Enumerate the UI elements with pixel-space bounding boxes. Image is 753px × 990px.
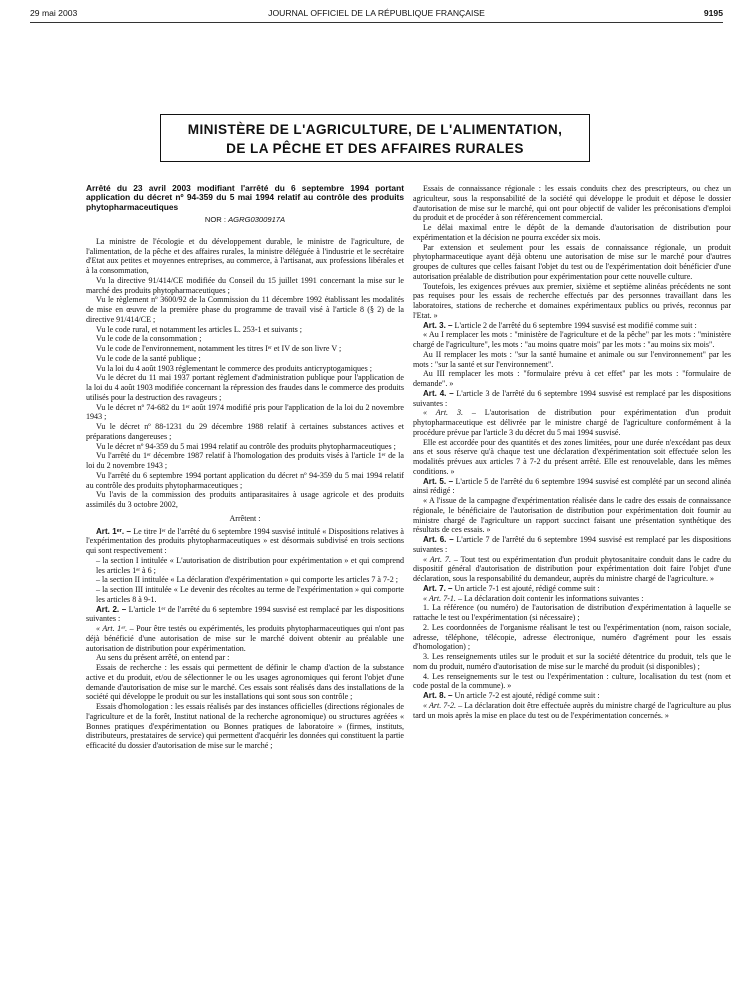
article-1-label: Art. 1ᵉʳ. – <box>96 526 131 536</box>
definition-paragraph: Toutefois, les exigences prévues aux premier, sixième et septième alinéas précédents ne sont pas requises pour les essais de recherche effectués par des personnes travaillant dans les laboratoires, stations de recherche et domaines expérimentaux publics ou privés, reconnus par l'Etat. » <box>413 281 731 320</box>
article-6-text: L'article 7 de l'arrêté du 6 septembre 1994 susvisé est remplacé par les dispositions suivantes : <box>413 535 731 554</box>
article-6 <box>413 535 731 555</box>
article-1 <box>86 527 404 556</box>
definition-paragraph: Au sens du présent arrêté, on entend par : <box>96 653 230 663</box>
article-8-quote-label: « Art. 7-2. – <box>423 700 463 710</box>
publication-date: 29 mai 2003 <box>30 8 78 18</box>
article-5 <box>413 477 731 497</box>
visa-paragraph: Vu le code de la consommation ; <box>96 334 202 344</box>
article-3 <box>413 321 731 331</box>
article-4-quote-label: « Art. 3. – <box>423 408 476 418</box>
article-2-quote-text: Pour être testés ou expérimentés, les produits phytopharmaceutiques qui n'ont pas déjà bénéficié d'une autorisation de mise sur le marché doivent obtenir au préalable une autorisation de distribution pour expérimentation. <box>86 624 404 653</box>
ministry-heading <box>160 114 590 162</box>
article-5-text: L'article 5 de l'arrêté du 6 septembre 1994 susvisé est complété par un second alinéa ainsi rédigé : <box>413 476 731 496</box>
article-2 <box>86 605 404 625</box>
article-7-text: Un article 7-1 est ajouté, rédigé comme suit : <box>454 583 600 593</box>
arretent: Arrêtent : <box>229 513 261 523</box>
amendment-item: Au III remplacer les mots : "formulaire prévu à cet effet" par les mots : "formulaire de demande". » <box>413 369 731 388</box>
visa-paragraph: Vu le décret nº 94-359 du 5 mai 1994 relatif au contrôle des produits phytopharmaceutiques ; <box>96 441 396 451</box>
amendment-item: Au II remplacer les mots : "sur la santé humaine et animale ou sur l'environnement" par les mots : "sur la santé et sur l'environnement". <box>413 349 731 369</box>
article-6-label: Art. 6. – <box>423 535 454 544</box>
declaration-item: 1. La référence (ou numéro) de l'autorisation de distribution d'expérimentation à laquelle se rattache le test ou l'expérimentation (si nécessaire) ; <box>413 603 731 622</box>
article-2-quote <box>86 624 404 653</box>
amendment-item: « Au I remplacer les mots : "ministère de l'agriculture et de la pêche" par les mots : "ministère chargé de l'agriculture", les mots : "au moins quatre mois" par les mots : "au moins six mois". <box>413 330 731 349</box>
article-7-quote <box>413 594 731 604</box>
article-3-items <box>413 330 731 389</box>
article-4-quote <box>413 408 731 437</box>
article-5-quote: « A l'issue de la campagne d'expérimentation réalisée dans le cadre des essais de connaissance régionale, le bénéficiaire de l'autorisation de distribution pour expérimentation doit fournir au ministre chargé de l'agriculture un rapport succinct faisant une présentation synthétique des résultats de ces essais. » <box>413 496 731 535</box>
article-4-more: Elle est accordée pour des quantités et des zones limitées, pour une durée n'excédant pas deux ans et sous réserve qu'à chaque test une déclaration d'expérimentation soit effectuée selon les modalités prévues aux articles 7 à 7-2 du présent arrêté. Elle est renouvelable, dans les mêmes conditions. » <box>413 437 731 476</box>
definition-paragraph: Le délai maximal entre le dépôt de la demande d'autorisation de distribution pour expérimentation et la décision ne pourra excéder six mois. <box>413 223 731 242</box>
article-6-quote-label: « Art. 7. – <box>423 554 458 564</box>
article-8-quote <box>413 701 731 721</box>
journal-title: JOURNAL OFFICIEL DE LA RÉPUBLIQUE FRANÇAISE <box>268 8 485 18</box>
article-4-text: L'article 3 de l'arrêté du 6 septembre 1994 susvisé est remplacé par les dispositions suivantes : <box>413 388 731 408</box>
definition-paragraph: Essais de connaissance régionale : les essais conduits chez des prescripteurs, ou chez un agriculteur, sous la responsabilité de la société qui développe le produit et dépose le dossier d'autorisation de mise sur le marché, qui ont pour objectif de valider les préconisations d'emploi du produit et de procéder à son référencement commercial. <box>413 184 731 223</box>
ministry-line-2: DE LA PÊCHE ET DES AFFAIRES RURALES <box>226 141 524 156</box>
ministry-line-1: MINISTÈRE DE L'AGRICULTURE, DE L'ALIMENTATION, <box>187 122 563 137</box>
visa-paragraph: La ministre de l'écologie et du développement durable, le ministre de l'agriculture, de l'alimentation, de la pêche et des affaires rurales, la ministre déléguée à l'industrie et le secrétaire d'Etat aux petites et moyennes entreprises, au commerce, à l'artisanat, aux professions libérales et à la consommation, <box>86 236 404 276</box>
article-3-label: Art. 3. – <box>423 320 453 330</box>
section-item: – la section I intitulée « L'autorisation de distribution pour expérimentation » et qui comprend les articles 1ᵉʳ à 6 ; <box>96 555 404 575</box>
page-header <box>30 8 723 23</box>
article-7-label: Art. 7. – <box>423 583 453 593</box>
article-8-quote-text: La déclaration doit être effectuée auprès du ministre chargé de l'agriculture au plus tard un mois après la mise en place du test ou de l'expérimentation concernés. » <box>413 700 731 720</box>
article-2-text: L'article 1ᵉʳ de l'arrêté du 6 septembre 1994 susvisé est remplacé par les dispositions suivantes : <box>86 604 404 624</box>
visa-paragraph: Vu le code rural, et notamment les articles L. 253-1 et suivants ; <box>96 324 302 334</box>
article-2-quote-label: « Art. 1ᵉʳ. – <box>96 624 134 634</box>
article-5-label: Art. 5. – <box>423 476 454 486</box>
visas-list <box>86 237 404 510</box>
article-7-quote-label: « Art. 7-1. – <box>423 593 462 603</box>
article-6-quote-text: Tout test ou expérimentation d'un produit phytosanitaire conduit dans le cadre du dispositif général d'autorisation de distribution pour expérimentation doit faire l'objet d'une déclaration, sous la responsabilité du demandeur, auprès du ministre chargé de l'agriculture. » <box>413 554 732 583</box>
article-1-text: Le titre Iᵉʳ de l'arrêté du 6 septembre 1994 susvisé intitulé « Dispositions relatives à l'expérimentation des produits phytopharmaceutiques » est désormais subdivisé en trois sections qui sont respectivement : <box>86 526 405 556</box>
visa-paragraph: Vu l'avis de la commission des produits antiparasitaires à usage agricole et des produits assimilés du 3 octobre 2002, <box>86 490 404 510</box>
definitions-continued <box>413 184 731 321</box>
visa-paragraph: Vu le décret du 11 mai 1937 portant règlement d'administration publique pour l'application de la loi du 4 août 1903 modifiée concernant la répression des fraudes dans le commerce des produits utilisés pour la destruction des ravageurs ; <box>86 373 404 402</box>
article-8 <box>413 691 731 701</box>
definitions-list <box>86 653 404 751</box>
visa-paragraph: Vu le code de l'environnement, notamment les titres Iᵉʳ et IV de son livre V ; <box>96 344 342 354</box>
article-6-quote <box>413 555 731 584</box>
declaration-item: 2. Les coordonnées de l'organisme réalisant le test ou l'expérimentation (nom, raison sociale, adresse, téléphone, télécopie, adresse électronique, numéro d'agrément pour les essais d'homologation) ; <box>413 622 731 652</box>
article-8-text: Un article 7-2 est ajouté, rédigé comme suit : <box>454 691 600 700</box>
definition-paragraph: Essais de recherche : les essais qui permettent de définir le champ d'action de la substance active et du produit, et/ou de sélectionner le ou les usages agronomiques qui feront l'objet d'une demande d'autorisation de mise sur le marché. Ces essais sont réalisés dans des installations de la société qui développe le produit ou sur les installations qui sont sous son contrôle ; <box>86 663 404 702</box>
nor-code: AGRG0300917A <box>228 215 286 225</box>
nor-reference <box>86 215 404 225</box>
visa-paragraph: Vu la directive 91/414/CE modifiée du Conseil du 15 juillet 1991 concernant la mise sur le marché des produits phytopharmaceutiques ; <box>86 275 404 295</box>
declaration-item: 3. Les renseignements utiles sur le produit et sur la société détentrice du produit, tels que le nom du produit, numéro d'autorisation de mise sur le marché du produit (si disponibles) ; <box>413 652 731 671</box>
definition-paragraph: Par extension et seulement pour les essais de connaissance régionale, un produit phytopharmaceutique ayant déjà obtenu une autorisation de mise sur le marché pour d'autres groupes de cultures que celles faisant l'objet du test ou de l'expérimentation doit bénéficier d'une autorisation préalable de distribution pour expérimentation pour cette nouvelle culture. <box>413 242 731 281</box>
article-7 <box>413 584 731 594</box>
visa-paragraph: Vu le décret nº 88-1231 du 29 décembre 1988 relatif à certaines substances actives et préparations dangereuses ; <box>86 422 404 441</box>
article-7-quote-text: La déclaration doit contenir les informations suivantes : <box>464 593 644 603</box>
article-2-label: Art. 2. – <box>96 604 127 614</box>
page-number: 9195 <box>703 8 723 18</box>
article-4-label: Art. 4. – <box>423 388 454 398</box>
declaration-item: 4. Les renseignements sur le test ou l'expérimentation : culture, localisation du test (nom et code postal de la commune). » <box>413 671 731 691</box>
article-4-quote-text: L'autorisation de distribution pour expérimentation d'un produit phytopharmaceutique est délivrée par le ministre chargé de l'agriculture conformément à la procédure prévue par l'article 3 du décret du 5 mai 1994 susvisé. <box>413 408 731 437</box>
section-item: – la section III intitulée « Le devenir des récoltes au terme de l'expérimentation » qui comporte les articles 8 à 9-1. <box>96 585 404 604</box>
right-column <box>413 184 731 720</box>
article-4 <box>413 389 731 409</box>
article-8-label: Art. 8. – <box>423 691 453 700</box>
visa-paragraph: Vu l'arrêté du 6 septembre 1994 portant application du décret nº 94-359 du 5 mai 1994 relatif au contrôle des produits phytopharmaceutiques ; <box>86 470 404 490</box>
visa-paragraph: Vu le règlement nº 3600/92 de la Commission du 11 décembre 1992 établissant les modalités de mise en œuvre de la première phase du programme de travail visé à l'article 8 (§ 2) de la directive 91/414/CE ; <box>86 295 404 324</box>
article-3-text: L'article 2 de l'arrêté du 6 septembre 1994 susvisé est modifié comme suit : <box>454 320 697 330</box>
nor-label: NOR : <box>204 215 226 225</box>
definition-paragraph: Essais d'homologation : les essais réalisés par des instances officielles (directions régionales de l'agriculture et de la forêt, Institut national de la recherche agronomique) ou structures agréées « Bonnes pratiques d'expérimentation ou Bonnes pratiques de laboratoire » (firmes, instituts, distributeurs, prestataires de service) qui permettent d'acquérir les données qui constituent la partie efficacité du dossier d'autorisation de mise sur le marché ; <box>86 702 404 751</box>
visa-paragraph: Vu le décret nº 74-682 du 1ᵉʳ août 1974 modifié pris pour l'application de la loi du 2 novembre 1943 ; <box>86 402 404 422</box>
section-item: – la section II intitulée « La déclaration d'expérimentation » qui comporte les articles 7 à 7-2 ; <box>96 575 398 585</box>
article-7-items <box>413 603 731 691</box>
visa-paragraph: Vu le code de la santé publique ; <box>96 353 201 363</box>
left-column <box>86 184 404 751</box>
decree-title: Arrêté du 23 avril 2003 modifiant l'arrêté du 6 septembre 1994 portant application du décret nº 94-359 du 5 mai 1994 relatif au contrôle des produits phytopharmaceutiques <box>86 183 404 212</box>
sections-list <box>86 556 404 605</box>
visa-paragraph: Vu l'arrêté du 1ᵉʳ décembre 1987 relatif à l'homologation des produits visés à l'article 1ᵉʳ de la loi du 2 novembre 1943 ; <box>86 451 404 471</box>
visa-paragraph: Vu la loi du 4 août 1903 réglementant le commerce des produits anticryptogamiques ; <box>96 363 372 373</box>
